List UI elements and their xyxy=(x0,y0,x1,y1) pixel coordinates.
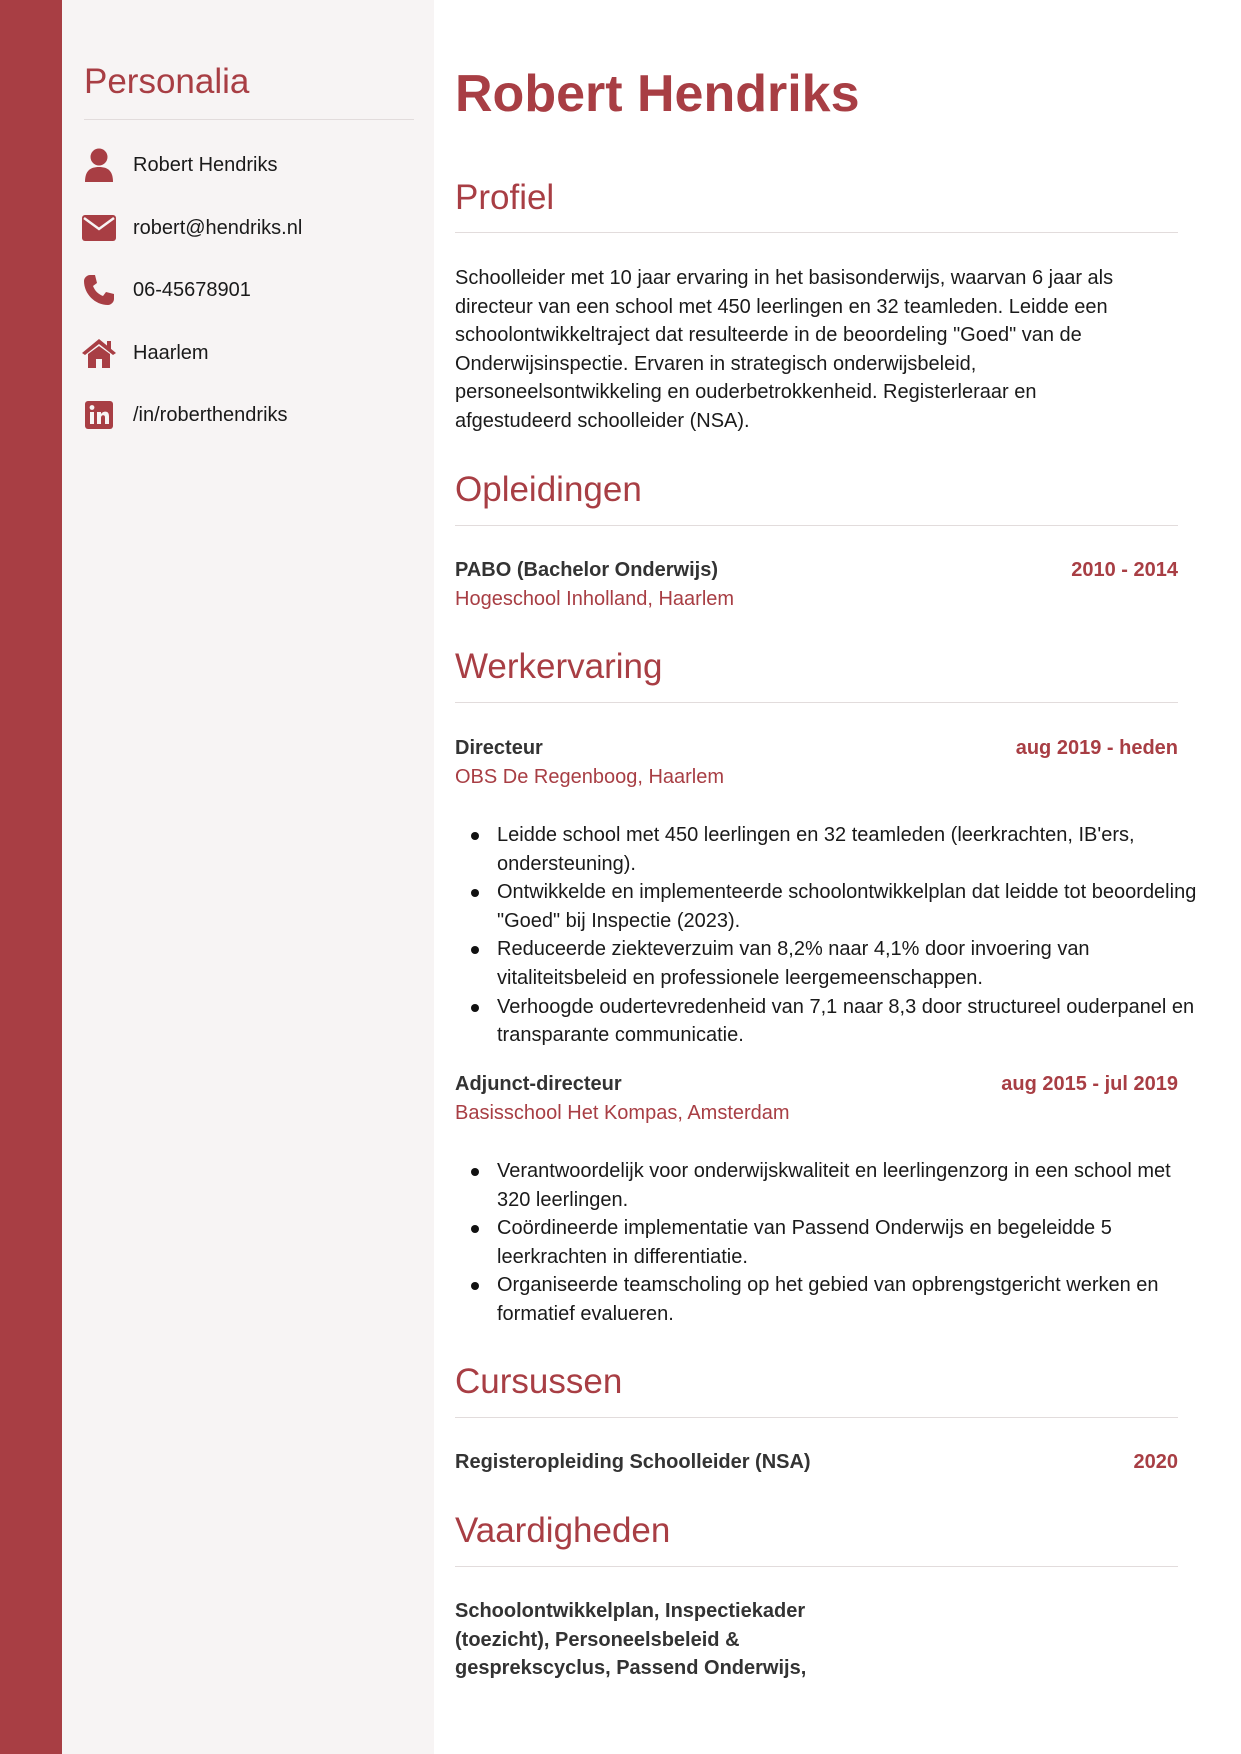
job-bullets xyxy=(455,1157,1197,1329)
contact-text: Haarlem xyxy=(133,341,209,364)
home-icon xyxy=(80,334,118,372)
section-title-profile: Profiel xyxy=(455,178,555,217)
list-item: Coördineerde implementatie van Passend Onderwijs en begeleidde 5 leerkrachten in differentiatie. xyxy=(497,1214,1197,1271)
contact-location xyxy=(80,333,420,373)
phone-icon xyxy=(80,271,118,309)
skills-text: Schoolontwikkelplan, Inspectiekader (toezicht), Personeelsbeleid & gesprekscyclus, Passend Onderwijs, xyxy=(455,1600,807,1680)
contact-text: robert@hendriks.nl xyxy=(133,216,303,239)
contact-name xyxy=(80,145,420,185)
section-divider xyxy=(455,525,1178,526)
sidebar-divider xyxy=(84,119,414,120)
education-date: 2010 - 2014 xyxy=(1071,559,1178,581)
section-divider xyxy=(455,1417,1178,1418)
list-item: Organiseerde teamscholing op het gebied van opbrengstgericht werken en formatief evalueren. xyxy=(497,1271,1197,1328)
course-date: 2020 xyxy=(1133,1451,1178,1473)
education-title: PABO (Bachelor Onderwijs) xyxy=(455,559,719,581)
sidebar-title: Personalia xyxy=(84,62,250,101)
contact-text: Robert Hendriks xyxy=(133,153,278,176)
contact-text: /in/roberthendriks xyxy=(133,403,288,426)
person-icon xyxy=(80,146,118,184)
section-divider xyxy=(455,232,1178,233)
accent-stripe xyxy=(0,0,62,1754)
job-date: aug 2019 - heden xyxy=(1015,737,1178,759)
list-item: Verhoogde oudertevredenheid van 7,1 naar 8,3 door structureel ouderpanel en transparante communicatie. xyxy=(497,993,1197,1050)
job-date: aug 2015 - jul 2019 xyxy=(1001,1073,1178,1095)
job-org: Basisschool Het Kompas, Amsterdam xyxy=(455,1102,790,1124)
linkedin-icon xyxy=(80,396,118,434)
job-bullets xyxy=(455,821,1197,1050)
profile-text: Schoolleider met 10 jaar ervaring in het basisonderwijs, waarvan 6 jaar als directeur van een school met 450 leerlingen en 32 teamleden. Leidde een schoolontwikkeltraject dat resulteerde in de beoordeling "Goed" van de Onderwijsinspectie. Ervaren in strategisch onderwijsbeleid, personeelsontwikkeling en ouderbetrokkenheid. Registerleraar en afgestudeerd schoolleider (NSA). xyxy=(455,267,1114,432)
job-org: OBS De Regenboog, Haarlem xyxy=(455,766,725,788)
job-title: Adjunct-directeur xyxy=(455,1073,622,1095)
education-org: Hogeschool Inholland, Haarlem xyxy=(455,588,735,610)
list-item: Leidde school met 450 leerlingen en 32 teamleden (leerkrachten, IB'ers, ondersteuning). xyxy=(497,821,1197,878)
list-item: Ontwikkelde en implementeerde schoolontwikkelplan dat leidde tot beoordeling "Goed" bij Inspectie (2023). xyxy=(497,878,1197,935)
sidebar xyxy=(62,0,434,1754)
section-divider xyxy=(455,702,1178,703)
section-title-skills: Vaardigheden xyxy=(455,1511,671,1550)
list-item: Reduceerde ziekteverzuim van 8,2% naar 4,1% door invoering van vitaliteitsbeleid en professionele leergemeenschappen. xyxy=(497,935,1197,992)
section-divider xyxy=(455,1566,1178,1567)
section-title-courses: Cursussen xyxy=(455,1362,623,1401)
list-item: Verantwoordelijk voor onderwijskwaliteit en leerlingenzorg in een school met 320 leerlingen. xyxy=(497,1157,1197,1214)
section-title-education: Opleidingen xyxy=(455,470,642,509)
job-title: Directeur xyxy=(455,737,543,759)
contact-email[interactable] xyxy=(80,208,420,248)
section-title-experience: Werkervaring xyxy=(455,647,663,686)
contact-phone[interactable] xyxy=(80,270,420,310)
candidate-name: Robert Hendriks xyxy=(455,65,860,123)
envelope-icon xyxy=(80,209,118,247)
course-title: Registeropleiding Schoolleider (NSA) xyxy=(455,1451,811,1473)
contact-text: 06-45678901 xyxy=(133,278,251,301)
contact-linkedin[interactable] xyxy=(80,395,420,435)
